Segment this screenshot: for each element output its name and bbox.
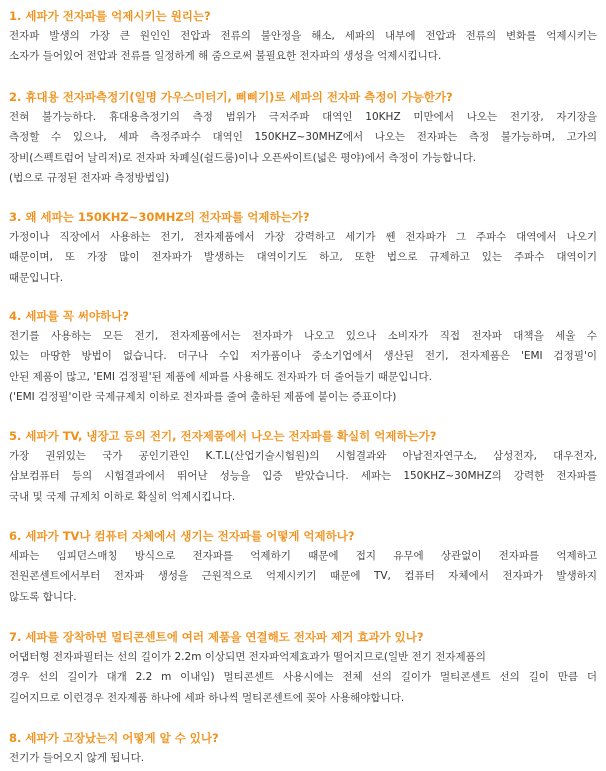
faq-question: 6. 세파가 TV나 컴퓨터 자체에서 생기는 전자파를 어떻게 억제하나? bbox=[9, 529, 355, 543]
faq-answer bbox=[9, 26, 597, 67]
answer-line: 가정이나 직장에서 사용하는 전기, 전자제품에서 가장 강력하고 세기가 쎈 전자파가 그 주파수 대역에서 나오기 bbox=[9, 231, 597, 243]
faq-question: 3. 왜 세파는 150KHZ~30MHZ의 전자파를 억제하는가? bbox=[9, 210, 310, 224]
answer-line: 때문입니다. bbox=[9, 271, 64, 284]
answer-line: 때문이며, 또 가장 많이 전자파가 발생하는 대역이기도 하고, 또한 법으로 규제하고 있는 주파수 대역이기 bbox=[9, 251, 597, 264]
faq-question: 1. 세파가 전자파를 억제시키는 원리는? bbox=[9, 9, 211, 23]
answer-line: 전기를 사용하는 모든 전기, 전자제품에서는 전자파가 나오고 있으나 소비자가 직접 전자파 대책을 세울 수 bbox=[9, 330, 597, 342]
answer-line: 전기가 들어오지 않게 됩니다. bbox=[9, 752, 145, 764]
answer-line: 전혀 불가능하다. 휴대용측정기의 측정 범위가 극저주파 대역인 10KHZ 미만에서 나오는 전기장, 자기장을 bbox=[9, 111, 597, 123]
faq-question: 5. 세파가 TV, 냉장고 등의 전기, 전자제품에서 나오는 전자파를 확실히 억제하는가? bbox=[9, 429, 437, 443]
faq-section-7 bbox=[9, 627, 597, 708]
answer-line: 가장 권위있는 국가 공인기관인 K.T.L(산업기술시험원)의 시험결과와 아남전자연구소, 삼성전자, 대우전자, bbox=[9, 450, 597, 462]
faq-section-8 bbox=[9, 728, 597, 768]
answer-line: 않도록 합니다. bbox=[9, 590, 77, 603]
answer-line: 경우 선의 길이가 대개 2.2 m 이내임) 멀티콘센트 사용시에는 전체 선의 길이가 멀티콘센트 선의 길이 만큼 더 bbox=[9, 671, 597, 684]
answer-line: (법으로 규정된 전자파 측정방법임) bbox=[9, 171, 170, 184]
faq-section-6 bbox=[9, 526, 597, 607]
answer-line: 안된 제품이 많고, 'EMI 검정필'된 제품에 세파를 사용해도 전자파가 더 줄어들기 때문입니다. bbox=[9, 370, 432, 383]
faq-answer bbox=[9, 446, 597, 507]
faq-answer bbox=[9, 227, 597, 288]
answer-line: 길어지므로 이런경우 전자제품 하나에 세파 하나씩 멀티콘센트에 꽂아 사용해야합니다. bbox=[9, 691, 405, 704]
answer-line: 국내 및 국제 규제치 이하로 확실히 억제시킵니다. bbox=[9, 490, 236, 503]
faq-answer bbox=[9, 748, 597, 768]
answer-line: 전원콘센트에서부터 전자파 생성을 근원적으로 억제시키기 때문에 TV, 컴퓨터 자체에서 전자파가 발생하지 bbox=[9, 570, 597, 583]
faq-answer bbox=[9, 326, 597, 407]
faq-answer bbox=[9, 107, 597, 188]
answer-line: ('EMI 검정필'이란 국제규제치 이하로 전자파를 줄여 출하된 제품에 붙이는 증표이다) bbox=[9, 390, 397, 403]
answer-line: 장비(스펙트럼어 날리저)로 전자파 차폐실(쉴드룸)이나 오픈싸이트(넓은 평야)에서 측정이 가능합니다. bbox=[9, 151, 477, 164]
faq-answer bbox=[9, 546, 597, 607]
faq-section-1 bbox=[9, 6, 597, 67]
answer-line: 어댑터형 전자파필터는 선의 길이가 2.2m 이상되면 전자파억제효과가 떨어지므로(일반 전기 전자제품의 bbox=[9, 651, 486, 663]
faq-section-2 bbox=[9, 87, 597, 188]
faq-question: 8. 세파가 고장났는지 어떻게 알 수 있나? bbox=[9, 731, 219, 745]
faq-section-5 bbox=[9, 426, 597, 507]
answer-line: 있는 마땅한 방법이 없습니다. 더구나 수입 저가품이나 중소기업에서 생산된 전기, 전자제품은 'EMI 검정필'이 bbox=[9, 350, 597, 363]
answer-line: 측정할 수 있으나, 세파 측정주파수 대역인 150KHZ~30MHZ에서 나오는 전자파는 측정 불가능하며, 고가의 bbox=[9, 131, 597, 144]
faq-question: 4. 세파를 꼭 써야하나? bbox=[9, 309, 129, 323]
faq-question: 7. 세파를 장착하면 멀티콘센트에 여러 제품을 연결해도 전자파 제거 효과가 있나? bbox=[9, 630, 424, 644]
answer-line: 삼보컴퓨터 등의 시험결과에서 뛰어난 성능을 입증 받았습니다. 세파는 150KHZ~30MHZ의 강력한 전자파를 bbox=[9, 470, 597, 483]
faq-section-3 bbox=[9, 207, 597, 288]
faq-answer bbox=[9, 647, 597, 708]
faq-section-4 bbox=[9, 306, 597, 407]
answer-line: 소자가 들어있어 전압과 전류를 일정하게 해 줌으로써 불필요한 전자파의 생성을 억제시킵니다. bbox=[9, 50, 442, 63]
answer-line: 전자파 발생의 가장 큰 원인인 전압과 전류의 불안정을 해소, 세파의 내부에 전압과 전류의 변화를 억제시키는 bbox=[9, 30, 597, 42]
faq-question: 2. 휴대용 전자파측정기(일명 가우스미터기, 삐삐기)로 세파의 전자파 측정이 가능한가? bbox=[9, 90, 453, 104]
answer-line: 세파는 임피던스매칭 방식으로 전자파를 억제하기 때문에 접지 유무에 상관없이 전자파를 억제하고 bbox=[9, 550, 597, 562]
